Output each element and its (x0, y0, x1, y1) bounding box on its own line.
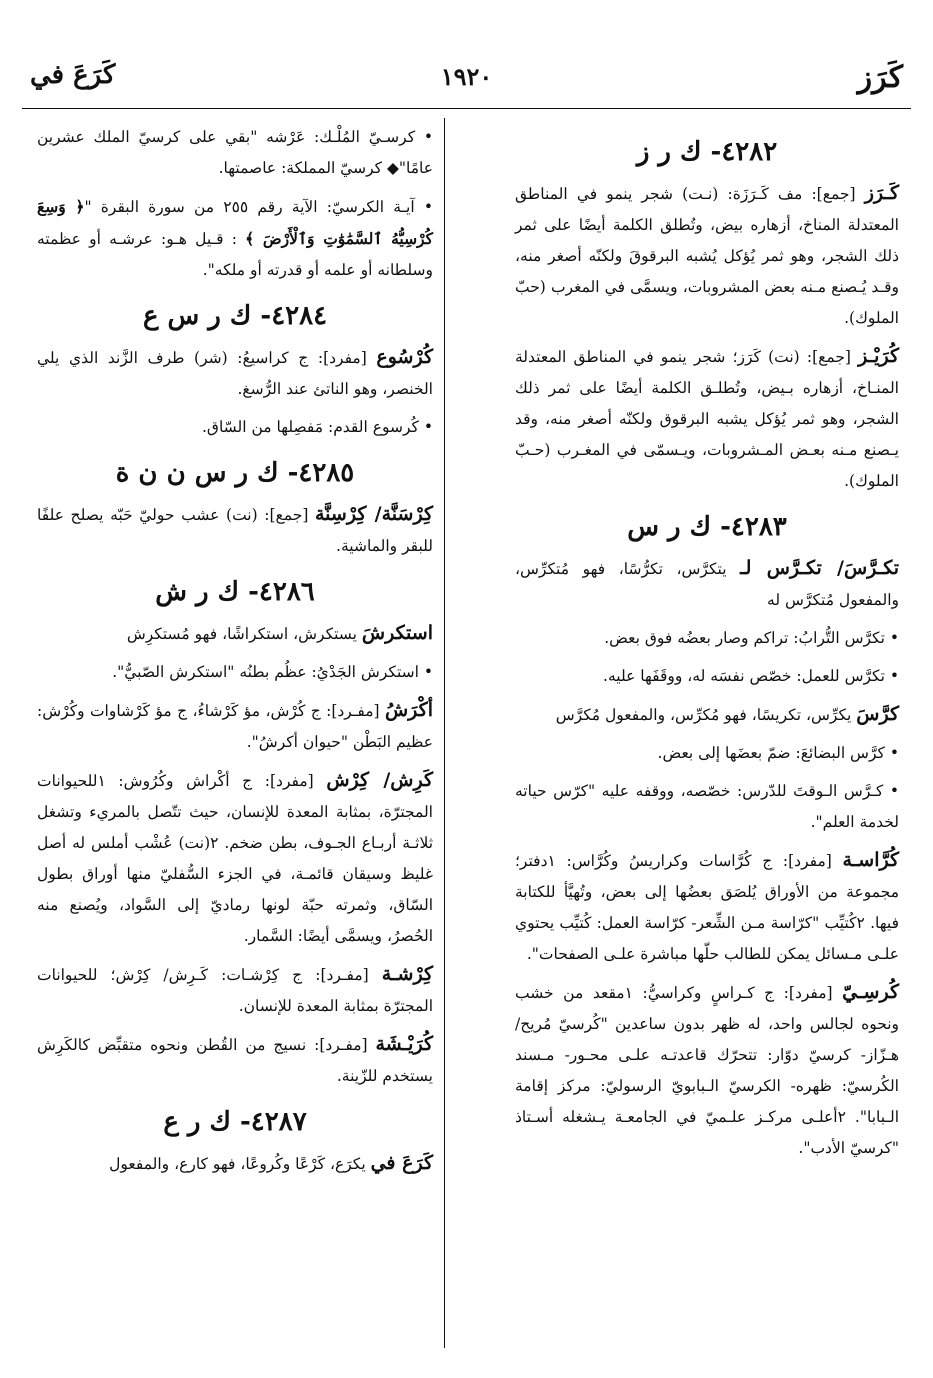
entry-kurrasa (515, 845, 899, 970)
definition: يتكرَّس، تكرُّسًا، فهو مُتكرِّس، والمفعول مُتكرَّس له (515, 560, 899, 609)
definition: يستكرش، استكراشًا، فهو مُستكرِش (126, 625, 362, 643)
section-title-4285: ٤٢٨٥- ك ر س ن ن ة (115, 458, 355, 488)
definition: [مفـرد]: ج كِرْشـات: كَـرِش/ كِرْش؛ للحيوانات المجترّة بمثابة المعدة للإنسان. (37, 966, 433, 1015)
entry-karaz (515, 178, 899, 334)
definition: [جمع]: مف كَـرَزَة: (نـت) شجر ينمو في المناطق المعتدلة المناخ، أزهاره بيض، وتُطلق الكلمة أيضًا على ثمر ذلك الشجر، وهو ثمر يُؤكل يُشبه البرقوقَ ولكنّه أصغر منه، وقـد يُـصنع مـنه بعض المشروبات، ويسمَّى في المغرب (حبّ الملوك). (515, 185, 899, 327)
definition: [مفـرد]: نسيج من القُطن ونحوه متقبِّض كالكَرِش يستخدم للزّينة. (37, 1036, 433, 1085)
sub-sense-text: آيـة الكرسيّ: الآية رقم ٢٥٥ من سورة البقرة " (84, 198, 415, 216)
headword: كَـرَز (864, 182, 899, 204)
headword: كُرْسُوع (376, 346, 433, 368)
entry-karaa-fi (37, 1148, 433, 1180)
quran-verse: ﴿ وَسِعَ كُرْسِيُّهُ ٱلسَّمَٰوَٰتِ وَٱلْأَرْضَ ﴾ (37, 197, 433, 248)
sub-sense: • كُرسوع القدم: مَفصِلها من السّاق. (37, 412, 433, 443)
sub-sense: • تكرَّس للعمل: خصّص نفسَه له، ووقَفَها عليه. (515, 661, 899, 692)
sub-sense-text: : قـيل هـو: عرشـه أو عظمته وسلطانه أو علمه أو قدرته أو ملكه". (37, 230, 433, 279)
section-title-4283: ٤٢٨٣- ك ر س (627, 512, 787, 542)
headword: كَرَعَ في (370, 1152, 433, 1174)
headword: كُرسِـيّ (842, 981, 900, 1003)
definition: [جمع]: (نت) عشب حوليّ حَبّه يصلح علفًا للبقر والماشية. (37, 506, 433, 555)
definition: [مفـرد]: ج كُرْش، مؤ كَرْشاءُ، ج مؤ كَرْشاوات وكُرْش: عظيم البَطْن "حيوان أكرشُ". (37, 702, 433, 751)
section-title-4287: ٤٢٨٧- ك ر ع (163, 1107, 307, 1137)
section-title-4286: ٤٢٨٦- ك ر ش (155, 577, 315, 607)
header-rule (22, 108, 911, 109)
headword: تكـرَّسَ/ تكـرَّس لـ (740, 557, 900, 579)
definition: [جمع]: (نت) كَرَز؛ شجر ينمو في المناطق المعتدلة المنـاخ، أزهاره بـيض، وتُطلـق الكلمة أيضًا على ثمر ذلك الشجر، وهو ثمر يُؤكل يشبه البرقوق ولكنّه أصغر منه، وقد يـصنع مـنه بعـض المـشروبات، ويـسمّى في المغـرب (حـبّ الملوك). (515, 348, 899, 490)
entry-kirsanna (37, 499, 433, 562)
headword: كرَّسَ (856, 703, 899, 725)
definition: يكرِّس، تكريسًا، فهو مُكرِّس، والمفعول مُكرَّس (555, 706, 857, 724)
headword: استكرشَ (361, 622, 433, 644)
entry-kursi (515, 977, 899, 1164)
right-column (515, 122, 899, 1171)
definition: [مفرد]: ج كـراسٍ وكراسيُّ: ١مقعد من خشب ونحوه لجالس واحد، له ظهر بدون ساعدين "كُرسيّ مُريح/ هـزّاز- كرسيّ دوّار: تتحرّك قاعدتـه علـى محـور- مـسند الكُرسيّ: ظهره- الكرسيّ الـبابويّ الرسوليّ: مركز إقامة الـبابا". ٢أعلـى مركـز علـميّ في الجامعـة يـشغله أسـتاذ "كرسيّ الأدب". (515, 984, 899, 1157)
entry-akrash (37, 695, 433, 758)
sub-sense-ayat-alkursi (37, 191, 433, 286)
headword: كِرْسَنَّة/ كِرْسِنَّة (315, 503, 433, 525)
definition: [مفرد]: ج أكْراش وكُرُوش: ١للحيوانات المجترّة، بمثابة المعدة للإنسان، حيث تتّصل بالمريء وتشغل ثلاثـة أربـاع الجـوف، بطن ضخم. ٢(نت) عُشْب أملس له أصل غليظ وسيقان قائمـة، في الجزء السُّفليّ منها أوراق بطول السّاق، وثمرته حبّة لونها رماديّ إلى السَّواد، ويُصنع منه الحُصرُ، ويسمَّى أيضًا: السَّمار. (37, 772, 434, 945)
headword: كَرِش/ كِرْش (326, 769, 433, 791)
sub-sense: • كـرَّس الـوقتَ للدّرس: خصّصه، ووقفه عليه "كرّس حياته لخدمة العلم". (515, 776, 899, 838)
definition: يكرَع، كَرْعًا وكُروعًا، فهو كارع، والمفعول (109, 1155, 371, 1173)
sub-sense: • استكرش الجَدْيُ: عظُم بطنُه "استكرش الصّبيُّ". (37, 657, 433, 688)
entry-karrasa (515, 699, 899, 731)
headword: كُرَيْـشَة (375, 1033, 433, 1055)
entry-kursu (37, 342, 433, 405)
running-head (30, 58, 903, 102)
entry-kuraysha (37, 1029, 433, 1092)
running-head-left: كَرَعَ في (30, 60, 116, 90)
definition: [مفرد]: ج كُرَّاسات وكراريسُ وكُرَّاس: ١دفتر؛ مجموعة من الأوراق يُلصَق بعضُها إلى بعض، وتُهيَّأ للكتابة فيها. ٢كُتيِّب "كرّاسة مـن الشِّعر- كرّاسة العمل: كُتيِّب يحتوي علـى مـسائل يمكن للطالب حلّها مباشرة علـى الصفحات". (515, 852, 899, 963)
headword: كِرْشـة (381, 963, 433, 985)
sub-sense: • تكرَّس التُّرابُ: تراكم وصار بعضُه فوق بعض. (515, 623, 899, 654)
entry-takarrasa (515, 553, 899, 616)
headword: كُرَّاسـة (842, 849, 899, 871)
sub-sense: • كرَّس البضائعَ: ضمّ بعضَها إلى بعض. (515, 738, 899, 769)
entry-karish (37, 765, 433, 952)
entry-kurayz (515, 341, 899, 497)
column-divider (444, 118, 445, 1348)
headword: أكْرَشُ (384, 699, 433, 721)
running-head-right: كَرَز (857, 60, 903, 95)
left-column (37, 122, 433, 1187)
headword: كُرَيْـز (858, 345, 899, 367)
section-title-4282: ٤٢٨٢- ك ر ز (636, 137, 778, 167)
definition: [مفرد]: ج كراسيعُ: (شر) طرف الزَّند الذي يلي الخنصر، وهو الناتئ عند الرُّسغ. (37, 349, 433, 398)
entry-kirsha (37, 959, 433, 1022)
section-title-4284: ٤٢٨٤- ك ر س ع (142, 301, 328, 331)
entry-istakrasha (37, 618, 433, 650)
sub-sense: • كرسـيّ المُلْـك: عَرْشه "بقي على كرسيّ الملك عشرين عامًا"◆ كرسيّ المملكة: عاصمتها. (37, 122, 433, 184)
page-number: ١٩٢٠ (440, 62, 493, 91)
